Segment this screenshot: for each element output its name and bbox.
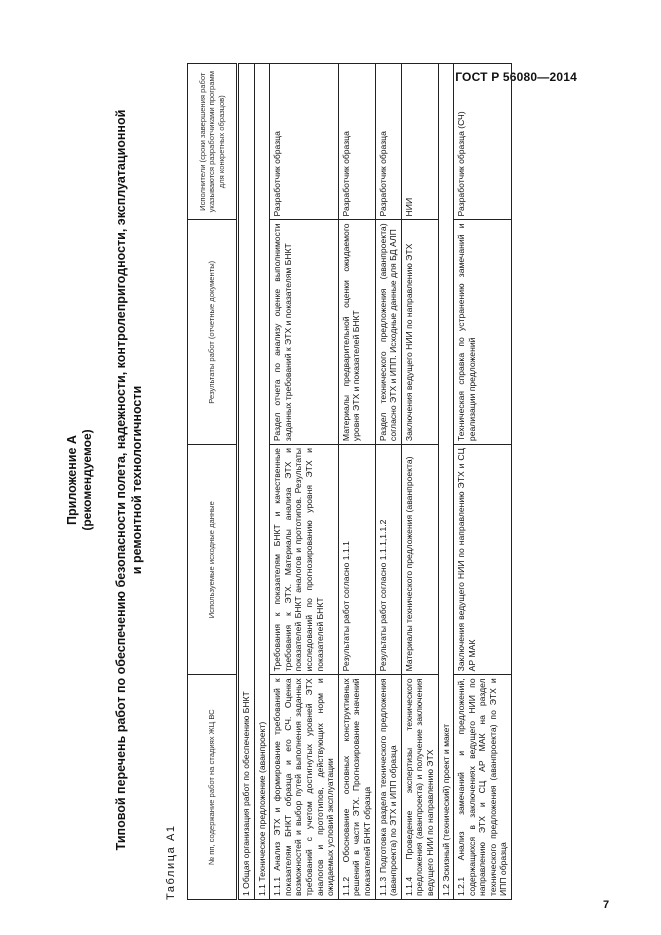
table-cell: 1.1.4 Проведение экспертизы технического предложения (аванпроекта) и получение заключения ведущего НИИ по направлению ЭТХ (401, 675, 438, 900)
title-line-1: Типовой перечень работ по обеспечению безопасности полета, надежности, контролепригодности, эксплуатационной (114, 109, 128, 851)
table-cell: Материалы предварительной оценки ожидаемого уровня ЭТХ и показателей БНКТ (338, 220, 375, 445)
page-number: 7 (603, 899, 610, 911)
table-cell: Заключения ведущего НИИ по направлению ЭТХ и СЦ АР МАК (454, 445, 512, 675)
section-title: 1 Общая организация работ по обеспечению БНКТ (238, 64, 255, 900)
rotated-page-content (65, 60, 625, 900)
table-cell: Разработчик образца (СЧ) (454, 64, 512, 220)
table-cell: 1.2.1 Анализ замечаний и предложений, содержащихся в заключениях ведущего НИИ по направлению ЭТХ и СЦ АР МАК на раздел технического предложения (аванпроекта) по ЭТХ и ИПП образца (454, 675, 512, 900)
document-title (113, 90, 145, 870)
table-cell: Разработчик образца (270, 64, 339, 220)
table-cell: Разработчик образца (375, 64, 401, 220)
section-row (254, 64, 270, 900)
table-header-row (188, 64, 238, 900)
column-header: Результаты работ (отчетные документы) (188, 220, 238, 445)
table-cell: Раздел технического предложения (аванпроекта) согласно ЭТХ и ИПП. Исходные данные для БД АЛП (375, 220, 401, 445)
section-row (438, 64, 454, 900)
table-row (338, 64, 375, 900)
column-header: № пп, содержание работ на стадиях ЖЦ ВС (188, 675, 238, 900)
section-title: 1.2 Эскизный (технический) проект и макет (438, 64, 454, 900)
appendix-subtitle: (рекомендуемое) (80, 429, 94, 531)
table-row (401, 64, 438, 900)
table-cell: 1.1.3 Подготовка раздела технического предложения (аванпроекта) по ЭТХ и ИПП образца (375, 675, 401, 900)
table-cell: Требования к показателям БНКТ и качественные требования к ЭТХ. Материалы анализа ЭТХ и показателей БНКТ аналогов и прототипов. Результаты исследований по прогнозированию уровня ЭТХ и показателей БНКТ (270, 445, 339, 675)
table-cell: НИИ (401, 64, 438, 220)
appendix-title: Приложение А (65, 435, 79, 525)
section-row (238, 64, 255, 900)
table-cell: Результаты работ согласно 1.1.1 (338, 445, 375, 675)
table-cell: 1.1.2 Обоснование основных конструктивных решений в части ЭТХ. Прогнозирование значений показателей БНКТ образца (338, 675, 375, 900)
table-cell: Разработчик образца (338, 64, 375, 220)
table-cell: 1.1.1 Анализ ЭТХ и формирование требований к показателям БНКТ образца и его СЧ. Оценка возможностей и выбор путей выполнения заданных требований с учетом достигнутых уровней ЭТХ аналогов и прототипов, действующих норм и ожидаемых условий эксплуатации (270, 675, 339, 900)
section-title: 1.1 Техническое предложение (аванпроект) (254, 64, 270, 900)
table-row (454, 64, 512, 900)
column-header: Исполнители (сроки завершения работ указываются разработчиками программ для конкретных образцов) (188, 64, 238, 220)
table-row (270, 64, 339, 900)
table-row (375, 64, 401, 900)
appendix-heading (65, 60, 94, 900)
title-line-2: и ремонтной технологичности (130, 385, 144, 575)
table-caption: Таблица А1 (165, 824, 177, 900)
table-cell: Раздел отчета по анализу оценке выполнимости заданных требований к ЭТХ и показателям БНКТ (270, 220, 339, 445)
standard-designation: ГОСТ Р 56080—2014 (455, 70, 577, 84)
table-cell: Техническая справка по устранению замечаний и реализации предложений (454, 220, 512, 445)
table-cell: Результаты работ согласно 1.1.1,1.1.2 (375, 445, 401, 675)
column-header: Используемые исходные данные (188, 445, 238, 675)
table-cell: Материалы технического предложения (аванпроекта) (401, 445, 438, 675)
table-cell: Заключения ведущего НИИ по направлению ЭТХ (401, 220, 438, 445)
works-table (187, 63, 512, 900)
